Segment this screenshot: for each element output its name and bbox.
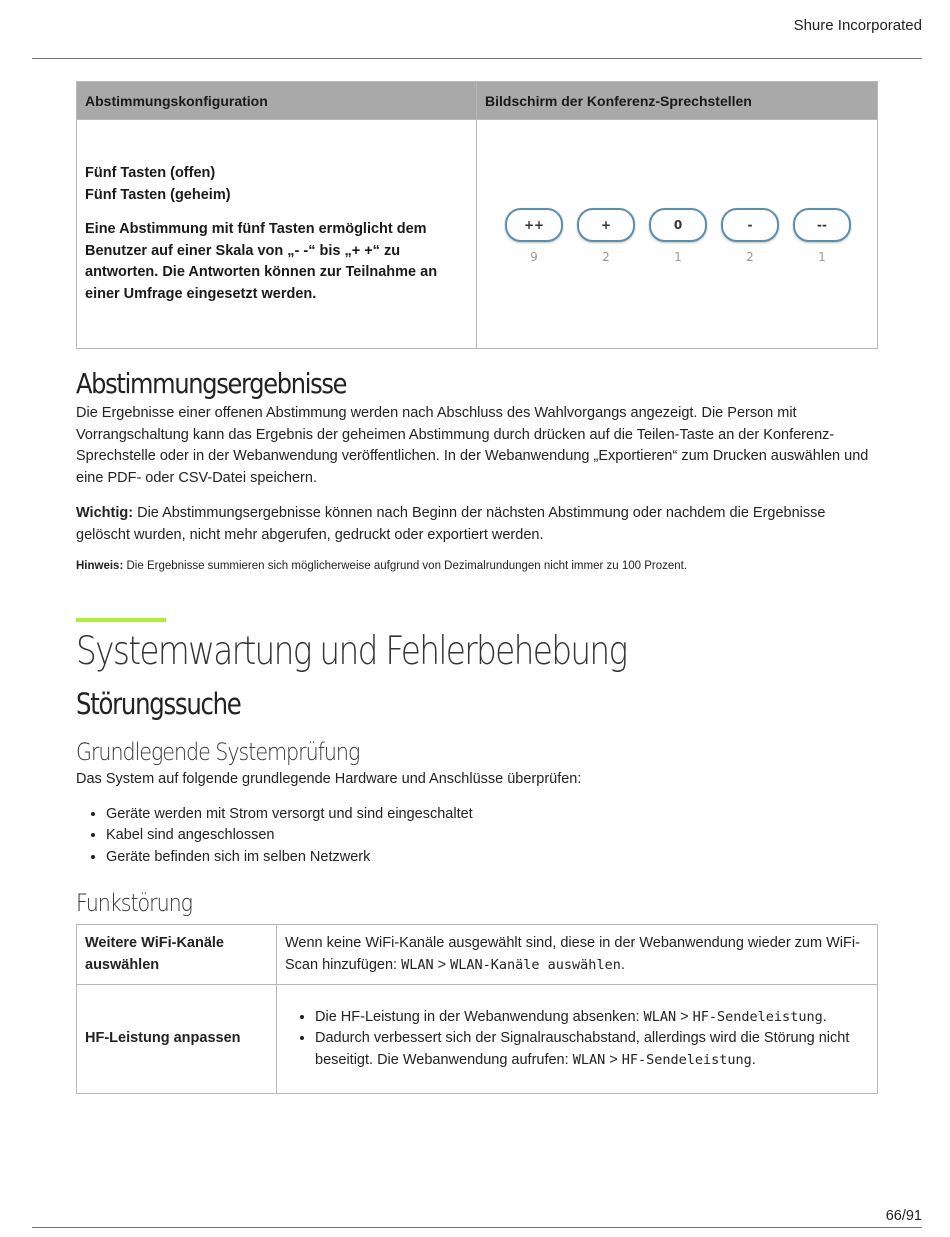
row-end: .: [751, 1051, 756, 1068]
row-key: HF-Leistung anpassen: [77, 985, 277, 1094]
menu-path: HF-Sendeleistung: [692, 1008, 823, 1025]
row-end: .: [620, 956, 625, 973]
list-item: • Kabel sind angeschlossen: [106, 825, 878, 847]
basic-check-heading: Grundlegende Systemprüfung: [76, 738, 360, 766]
basic-check-intro: Das System auf folgende grundlegende Hardware und Anschlüsse überprüfen:: [76, 771, 582, 787]
company-name: Shure Incorporated: [793, 17, 922, 34]
vote-button-plus-plus: ++: [505, 208, 563, 242]
config-secret: Fünf Tasten (geheim): [85, 186, 231, 203]
column-header-config: Abstimmungskonfiguration: [77, 82, 477, 120]
vote-count: 1: [674, 250, 682, 264]
note-paragraph: [76, 560, 878, 572]
note-text: Die Ergebnisse summieren sich möglicherweise aufgrund von Dezimalrundungen nicht immer zu 100 Prozent.: [123, 560, 688, 572]
vote-option: [505, 208, 563, 264]
config-open: Fünf Tasten (offen): [85, 165, 216, 181]
column-header-screen: Bildschirm der Konferenz-Sprechstellen: [477, 82, 878, 120]
vote-option: [577, 208, 635, 264]
menu-path: WLAN: [643, 1008, 677, 1025]
vote-button-minus: -: [721, 208, 779, 242]
basic-check-list: [76, 804, 878, 869]
vote-count: 1: [818, 250, 826, 264]
vote-count: 2: [746, 250, 754, 264]
page-number: 66/91: [885, 1208, 922, 1224]
row-key: Weitere WiFi-Kanäle auswählen: [77, 925, 277, 985]
vote-count: 9: [530, 250, 538, 264]
results-heading: Abstimmungsergebnisse: [76, 367, 347, 400]
list-item: [315, 1007, 869, 1029]
path-separator: >: [676, 1008, 693, 1025]
screen-cell: [477, 120, 878, 349]
menu-path: WLAN-Kanäle auswählen: [450, 956, 621, 973]
vote-buttons-image: [485, 204, 869, 264]
row-text: Die HF-Leistung in der Webanwendung absenken:: [315, 1008, 644, 1025]
radio-interference-table: [76, 924, 878, 1094]
table-row: [77, 985, 878, 1094]
menu-path: HF-Sendeleistung: [621, 1051, 752, 1068]
row-text: Dadurch verbessert sich der Signalrauschabstand, allerdings wird die Störung nicht beseitigt. Die Webanwendung aufrufen:: [315, 1030, 850, 1068]
note-label: Hinweis:: [76, 560, 124, 572]
config-cell: [77, 120, 477, 349]
config-description: Eine Abstimmung mit fünf Tasten ermöglicht dem Benutzer auf einer Skala von „- -“ bis „+ +“ zu antworten. Die Antworten können zur Teilnahme an einer Umfrage eingesetzt werden.: [85, 221, 438, 302]
rf-power-list: [285, 1007, 869, 1072]
vote-count: 2: [602, 250, 610, 264]
chapter-title: Systemwartung und Fehlerbehebung: [76, 629, 627, 674]
list-item: • Geräte werden mit Strom versorgt und sind eingeschaltet: [106, 804, 878, 826]
vote-option: [793, 208, 851, 264]
results-paragraph: Die Ergebnisse einer offenen Abstimmung werden nach Abschluss des Wahlvorgangs angezeigt. Die Person mit Vorrangschaltung kann das Ergebnis der geheimen Abstimmung durch drücken auf die Teilen-Taste an der Konferenz-Sprechstelle oder in der Webanwendung veröffentlichen. In der Webanwendung „Exportieren“ zum Drucken auswählen und eine PDF- oder CSV-Datei speichern.: [76, 405, 869, 486]
table-header-row: [77, 82, 878, 120]
list-item: [315, 1028, 869, 1071]
table-row: [77, 925, 878, 985]
page-footer: [32, 1200, 922, 1228]
vote-option: [649, 208, 707, 264]
important-text: Die Abstimmungsergebnisse können nach Beginn der nächsten Abstimmung oder nachdem die Ergebnisse gelöscht wurden, nicht mehr abgerufen, gedruckt oder exportiert werden.: [76, 505, 826, 543]
voting-config-table: [76, 81, 878, 349]
page-content: [76, 81, 878, 1094]
menu-path: WLAN: [572, 1051, 606, 1068]
table-row: [77, 120, 878, 349]
row-end: .: [822, 1008, 827, 1025]
list-item: • Geräte befinden sich im selben Netzwerk: [106, 847, 878, 869]
vote-button-plus: +: [577, 208, 635, 242]
page-header: [32, 0, 922, 59]
menu-path: WLAN: [401, 956, 434, 973]
path-separator: >: [605, 1051, 622, 1068]
row-value: [277, 985, 878, 1094]
radio-interference-heading: Funkstörung: [76, 889, 193, 917]
chapter-accent-bar: [76, 618, 166, 622]
row-value: [277, 925, 878, 985]
row-text: Wenn keine WiFi-Kanäle ausgewählt sind, diese in der Webanwendung wieder zum WiFi-Scan hinzufügen:: [285, 935, 860, 973]
path-separator: >: [433, 956, 451, 973]
important-label: Wichtig:: [76, 505, 134, 521]
vote-button-minus-minus: --: [793, 208, 851, 242]
vote-button-zero: 0: [649, 208, 707, 242]
important-paragraph: [76, 503, 878, 546]
vote-option: [721, 208, 779, 264]
troubleshooting-heading: Störungssuche: [76, 687, 241, 721]
